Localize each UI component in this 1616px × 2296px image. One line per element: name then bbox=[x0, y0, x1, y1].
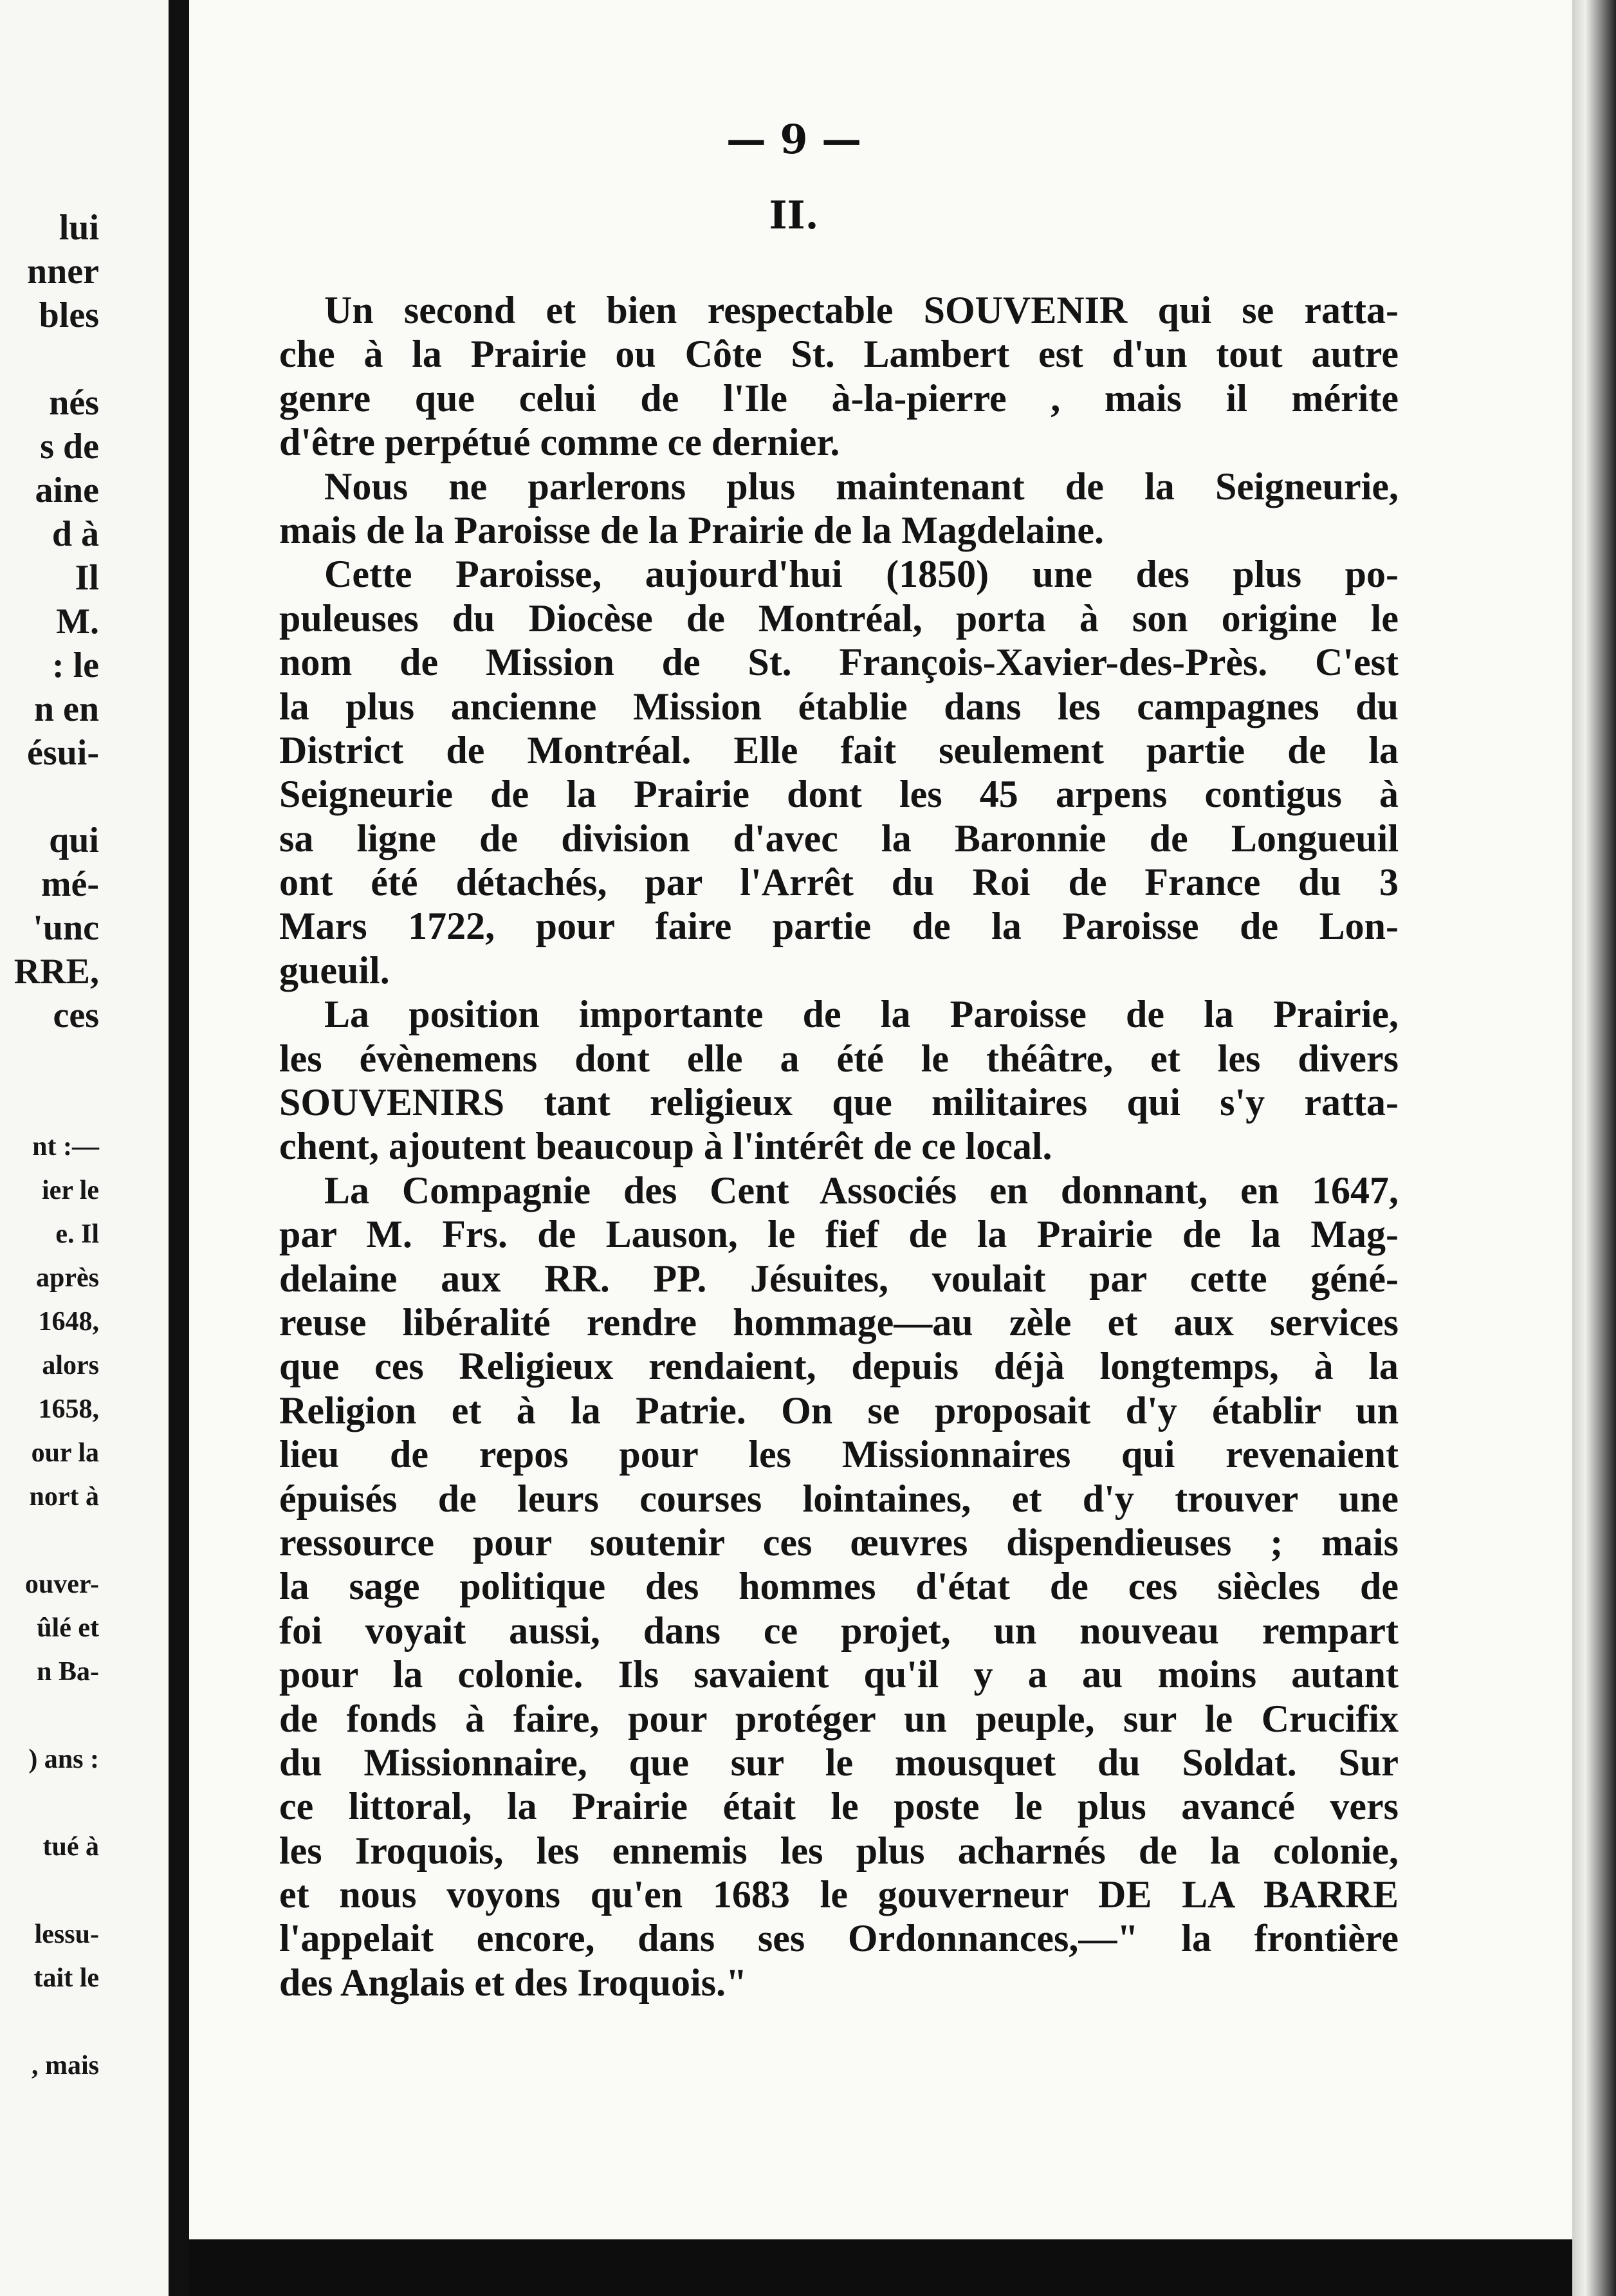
text-line: nom de Mission de St. François-Xavier-des-Près. C'est bbox=[279, 641, 1399, 684]
facing-page-line: Il bbox=[75, 558, 99, 598]
facing-page-line: 1658, bbox=[38, 1394, 99, 1424]
facing-page-line: nner bbox=[27, 252, 99, 292]
facing-page-line: 1648, bbox=[38, 1307, 99, 1337]
page-fore-edge bbox=[1572, 0, 1616, 2296]
text-line: ce littoral, la Prairie était le poste le plus avancé vers bbox=[279, 1785, 1399, 1828]
facing-page-line: tait le bbox=[33, 1963, 99, 1993]
facing-page-line bbox=[14, 1037, 99, 1081]
book-gutter bbox=[169, 0, 189, 2296]
text-line: Cette Paroisse, aujourd'hui (1850) une des plus po- bbox=[324, 553, 1399, 596]
facing-page-line: n Ba- bbox=[37, 1657, 99, 1687]
facing-page-line bbox=[14, 1694, 99, 1737]
text-line: et nous voyons qu'en 1683 le gouverneur DE LA BARRE bbox=[279, 1873, 1399, 1916]
text-line: che à la Prairie ou Côte St. Lambert est d'un tout autre bbox=[279, 333, 1399, 376]
text-line: épuisés de leurs courses lointaines, et d'y trouver une bbox=[279, 1477, 1399, 1520]
text-line: Un second et bien respectable SOUVENIR qui se ratta- bbox=[324, 289, 1399, 331]
text-line: pour la colonie. Ils savaient qu'il y a au moins autant bbox=[279, 1653, 1399, 1696]
text-line: Religion et à la Patrie. On se proposait d'y établir un bbox=[279, 1389, 1399, 1432]
facing-page-line: nt :— bbox=[32, 1132, 99, 1162]
facing-page-line: d à bbox=[51, 514, 99, 554]
text-line: mais de la Paroisse de la Prairie de la Magdelaine. bbox=[279, 508, 1105, 551]
facing-page-line: s de bbox=[40, 427, 99, 467]
body-text bbox=[279, 288, 1399, 2004]
facing-page-line: , mais bbox=[32, 2051, 99, 2080]
text-line: genre que celui de l'Ile à-la-pierre , mais il mérite bbox=[279, 376, 1399, 420]
book-page bbox=[189, 0, 1572, 2296]
text-line: du Missionnaire, que sur le mousquet du Soldat. Sur bbox=[279, 1741, 1399, 1784]
facing-page-line: M. bbox=[56, 602, 99, 642]
text-line: par M. Frs. de Lauson, le fief de la Prairie de la Mag- bbox=[279, 1213, 1399, 1256]
facing-page-line: qui bbox=[49, 820, 99, 860]
facing-page-text bbox=[14, 206, 99, 2088]
facing-page-line: our la bbox=[31, 1438, 99, 1468]
text-line: l'appelait encore, dans ses Ordonnances,—" la frontière bbox=[279, 1917, 1399, 1960]
facing-page-line bbox=[14, 2000, 99, 2044]
text-line: que ces Religieux rendaient, depuis déjà longtemps, à la bbox=[279, 1345, 1399, 1388]
facing-page-line: ier le bbox=[41, 1176, 99, 1205]
text-line: la plus ancienne Mission établie dans les campagnes du bbox=[279, 685, 1399, 728]
facing-page-line: n en bbox=[33, 689, 99, 729]
facing-page-line: après bbox=[36, 1263, 99, 1293]
text-line: lieu de repos pour les Missionnaires qui revenaient bbox=[279, 1433, 1399, 1476]
facing-page-line: bles bbox=[39, 295, 99, 335]
text-line: SOUVENIRS tant religieux que militaires qui s'y ratta- bbox=[279, 1081, 1399, 1124]
text-line: gueuil. bbox=[279, 949, 390, 992]
text-line: delaine aux RR. PP. Jésuites, voulait par cette géné- bbox=[279, 1257, 1399, 1300]
facing-page-line: tué à bbox=[42, 1832, 99, 1862]
facing-page-line: ) ans : bbox=[28, 1745, 99, 1774]
facing-page-line: : le bbox=[51, 645, 99, 685]
facing-page-line: ces bbox=[53, 995, 99, 1035]
facing-page-line: nés bbox=[49, 383, 99, 423]
facing-page-line bbox=[14, 1081, 99, 1125]
facing-page-line: ésui- bbox=[27, 733, 99, 773]
text-line: ressource pour soutenir ces œuvres dispendieuses ; mais bbox=[279, 1521, 1399, 1564]
text-line: sa ligne de division d'avec la Baronnie de Longueuil bbox=[279, 817, 1399, 860]
facing-page-line: lessu- bbox=[34, 1920, 99, 1949]
scan-bottom-border bbox=[189, 2239, 1572, 2296]
text-line: chent, ajoutent beaucoup à l'intérêt de ce local. bbox=[279, 1125, 1052, 1168]
text-line: District de Montréal. Elle fait seulement partie de la bbox=[279, 728, 1399, 772]
text-line: Mars 1722, pour faire partie de la Paroisse de Lon- bbox=[279, 905, 1399, 948]
text-line: de fonds à faire, pour protéger un peuple, sur le Crucifix bbox=[279, 1697, 1399, 1740]
facing-page-line: lui bbox=[59, 208, 99, 248]
facing-page-line: ouver- bbox=[24, 1569, 99, 1599]
section-heading: II. bbox=[769, 193, 819, 238]
facing-page-line bbox=[14, 775, 99, 819]
text-line: les évènemens dont elle a été le théâtre, et les divers bbox=[279, 1037, 1399, 1080]
text-line: Nous ne parlerons plus maintenant de la Seigneurie, bbox=[324, 465, 1399, 508]
facing-page-edge bbox=[0, 0, 169, 2296]
facing-page-line bbox=[14, 1519, 99, 1562]
text-line: les Iroquois, les ennemis les plus acharnés de la colonie, bbox=[279, 1829, 1399, 1872]
text-line: puleuses du Diocèse de Montréal, porta à son origine le bbox=[279, 597, 1399, 640]
facing-page-line bbox=[14, 1869, 99, 1912]
facing-page-line: RRE, bbox=[14, 952, 99, 992]
facing-page-line bbox=[14, 1781, 99, 1825]
facing-page-line: nort à bbox=[29, 1482, 99, 1512]
facing-page-line: 'unc bbox=[33, 908, 99, 948]
text-line: Seigneurie de la Prairie dont les 45 arpens contigus à bbox=[279, 773, 1399, 816]
page-number: — 9 — bbox=[726, 116, 862, 163]
text-line: La position importante de la Paroisse de la Prairie, bbox=[324, 993, 1399, 1036]
facing-page-line: aine bbox=[35, 470, 99, 510]
text-line: la sage politique des hommes d'état de ces siècles de bbox=[279, 1565, 1399, 1608]
text-line: des Anglais et des Iroquois." bbox=[279, 1961, 748, 2004]
text-line: reuse libéralité rendre hommage—au zèle et aux services bbox=[279, 1301, 1399, 1344]
facing-page-line bbox=[14, 337, 99, 381]
facing-page-line: ûlé et bbox=[37, 1613, 99, 1643]
facing-page-line: alors bbox=[42, 1351, 99, 1380]
facing-page-line: mé- bbox=[41, 864, 99, 904]
text-line: d'être perpétué comme ce dernier. bbox=[279, 421, 840, 464]
text-line: foi voyait aussi, dans ce projet, un nouveau rempart bbox=[279, 1609, 1399, 1652]
text-line: ont été détachés, par l'Arrêt du Roi de France du 3 bbox=[279, 861, 1399, 904]
text-line: La Compagnie des Cent Associés en donnant, en 1647, bbox=[324, 1169, 1399, 1212]
facing-page-line: e. Il bbox=[55, 1219, 99, 1249]
